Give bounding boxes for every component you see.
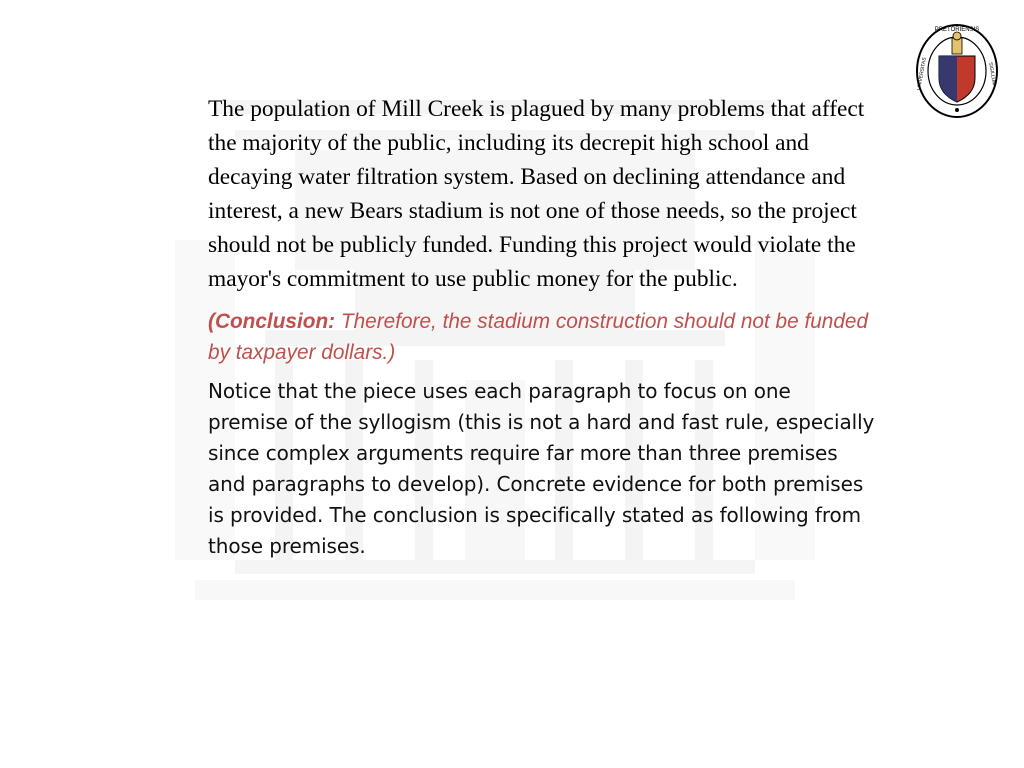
conclusion-open-paren: ( bbox=[208, 310, 215, 333]
crest-top-text: PRETORIENSIS bbox=[934, 27, 980, 33]
conclusion-text: Therefore, the stadium construction should not be funded by taxpayer dollars.) bbox=[208, 310, 869, 364]
premise-paragraph: The population of Mill Creek is plagued by many problems that affect the majority of the public, including its decrepit high school and decaying water filtration system. Based on declining attendance and interest, a new Bears stadium is not one of those needs, so the project should not be publicly funded. Funding this project would violate the mayor's commitment to use public money for the public. bbox=[208, 96, 865, 292]
university-crest-icon bbox=[915, 22, 999, 120]
conclusion-label: Conclusion: bbox=[214, 310, 336, 333]
notice-paragraph: Notice that the piece uses each paragraph to focus on one premise of the syllogism (this is not a hard and fast rule, especially since complex arguments require far more than three premises and paragraphs to develop). Concrete evidence for both premises is provided. The conclusion is specifically stated as following from those premises. bbox=[208, 379, 875, 558]
conclusion-paragraph bbox=[208, 306, 876, 368]
crest-right-text: SIGILLUM bbox=[987, 61, 997, 86]
crest-left-text: UNIVERSITAS bbox=[916, 57, 928, 91]
slide-content bbox=[208, 92, 876, 562]
